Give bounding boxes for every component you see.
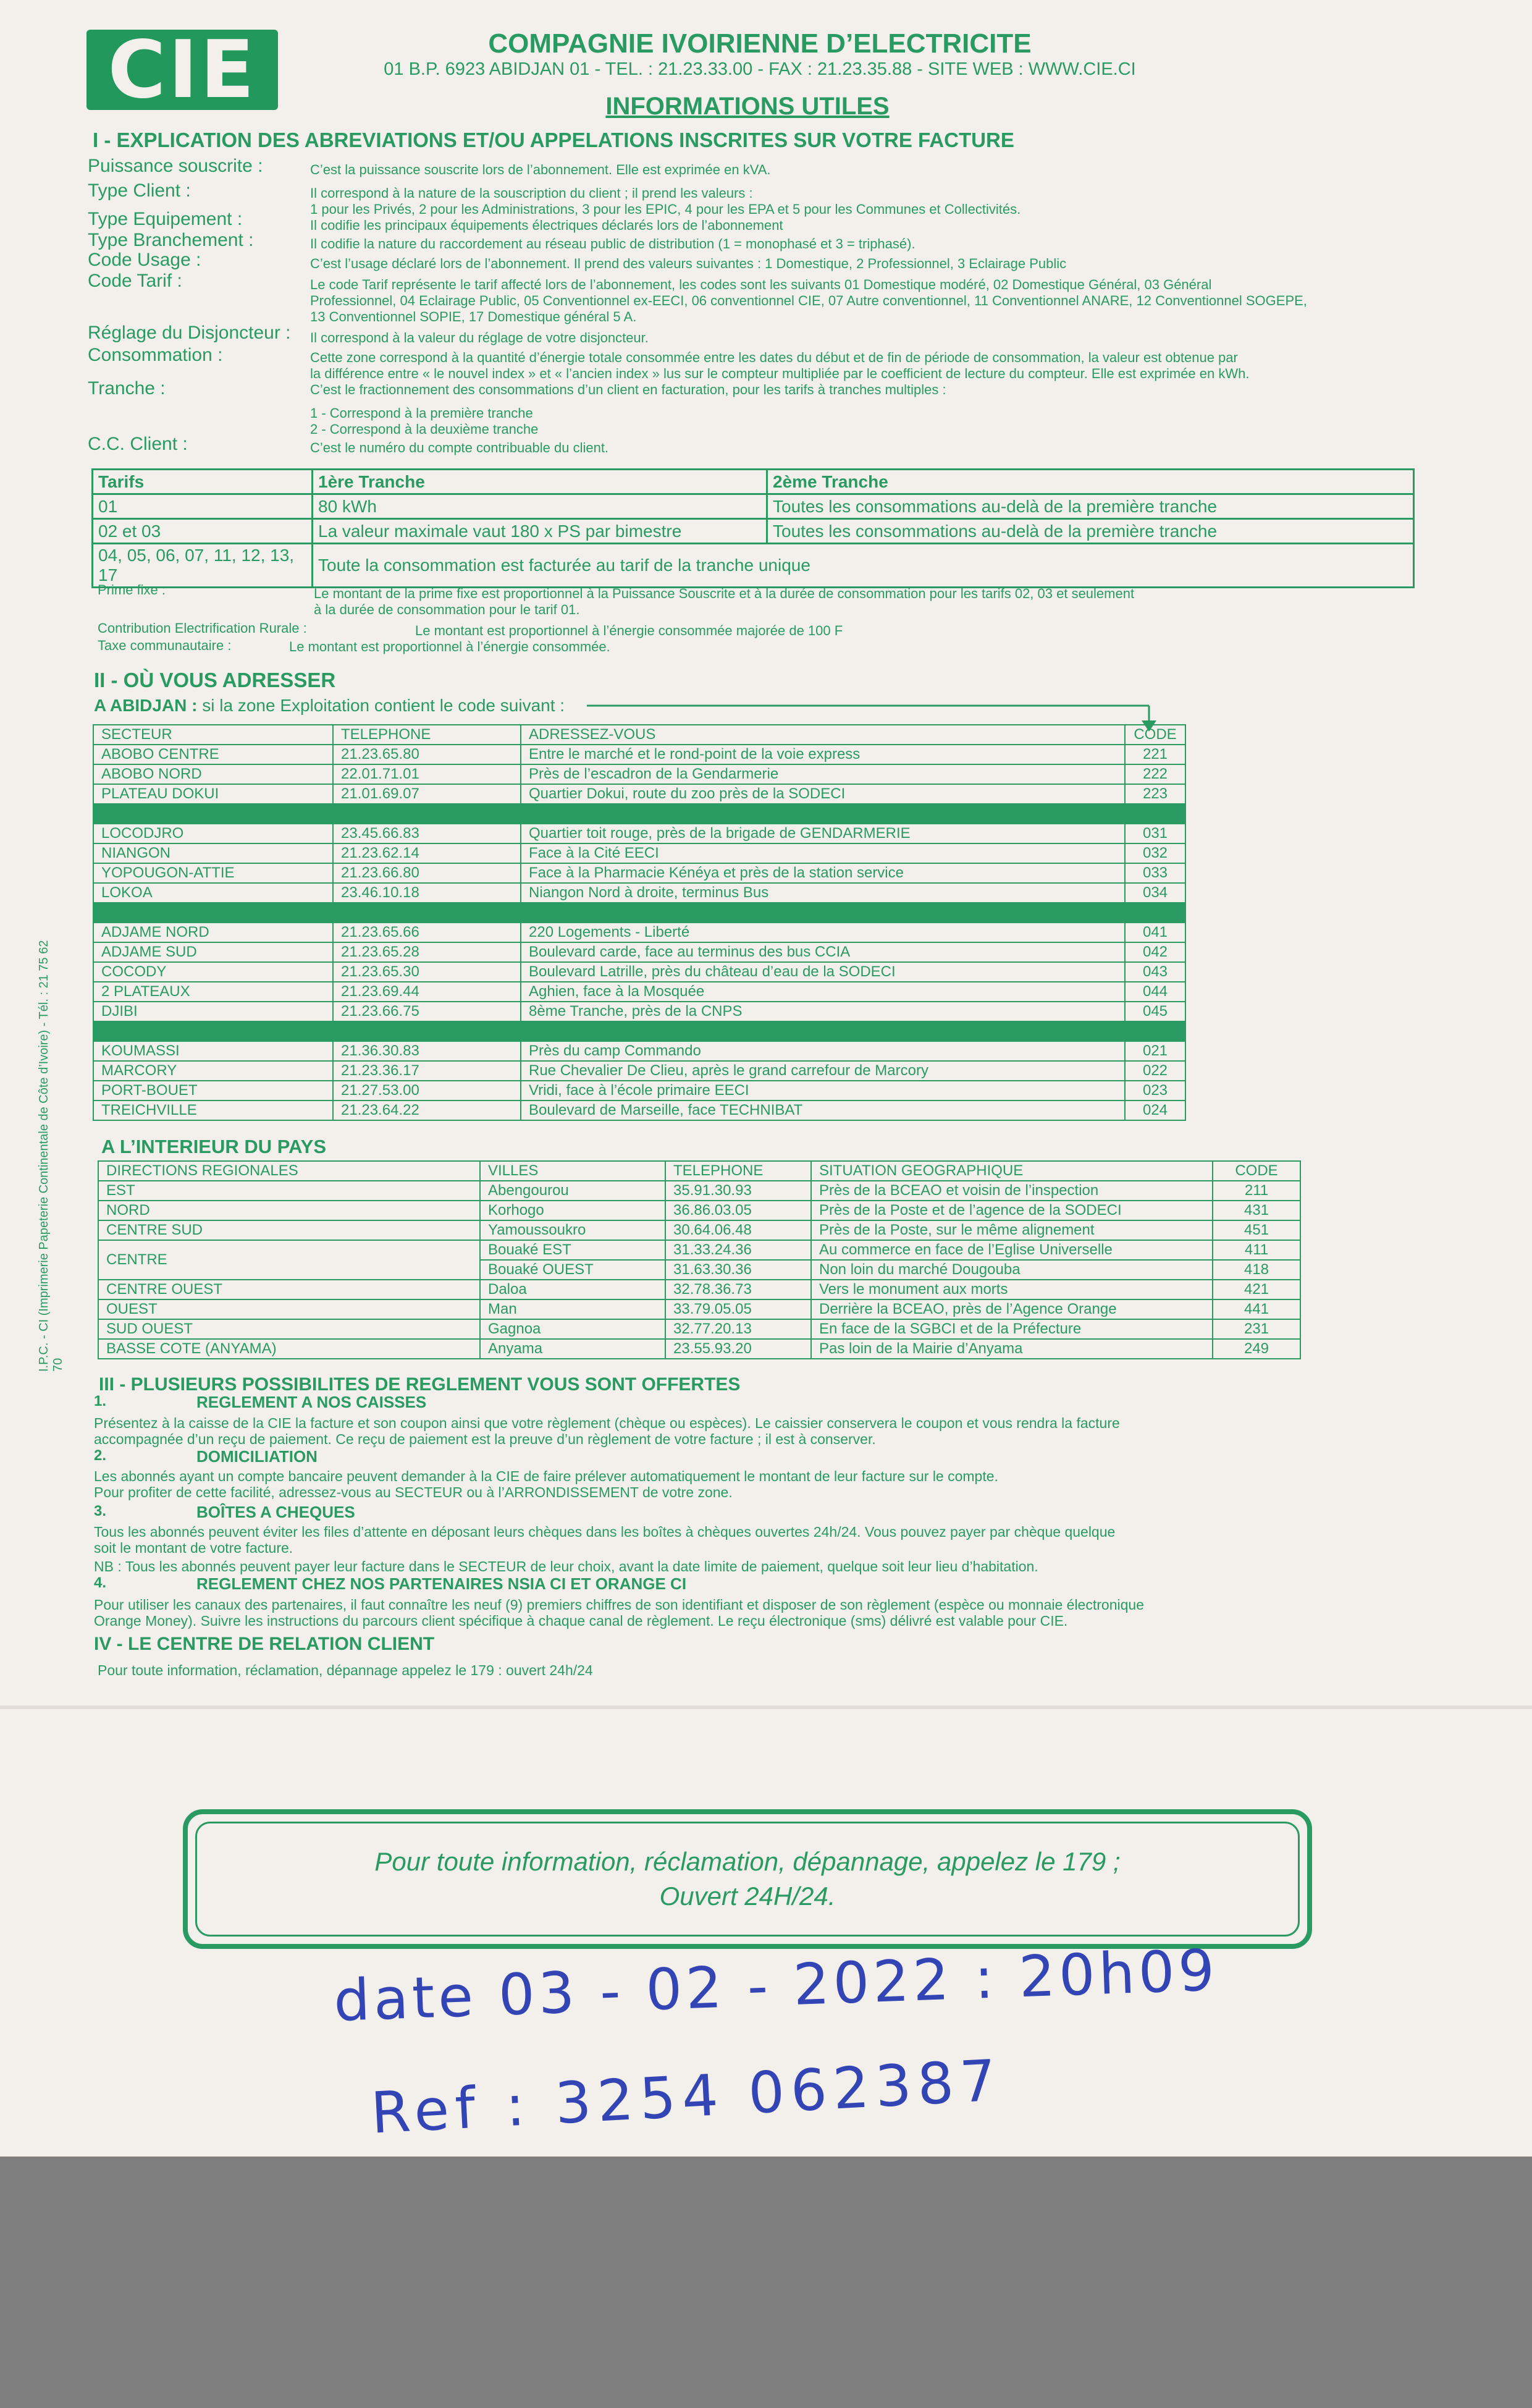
table-header-cell: TELEPHONE xyxy=(665,1161,811,1181)
payment-option-number: 2. xyxy=(94,1447,107,1464)
def-label: Type Branchement : xyxy=(88,230,254,250)
table-cell: 045 xyxy=(1125,1002,1185,1021)
table-row xyxy=(93,883,1185,903)
table-cell: 22.01.71.01 xyxy=(333,764,521,784)
payment-option-title: DOMICILIATION xyxy=(196,1447,318,1466)
table-cell: 042 xyxy=(1125,942,1185,962)
table-cell: SUD OUEST xyxy=(98,1319,480,1339)
table-cell: 23.45.66.83 xyxy=(333,824,521,843)
table-header-cell: CODE xyxy=(1125,725,1185,745)
table-cell: 32.77.20.13 xyxy=(665,1319,811,1339)
def-label: C.C. Client : xyxy=(88,434,188,454)
table-cell: 21.01.69.07 xyxy=(333,784,521,804)
table-cell: Rue Chevalier De Clieu, après le grand carrefour de Marcory xyxy=(521,1061,1125,1081)
def-text: C’est l’usage déclaré lors de l’abonnement. Il prend des valeurs suivantes : 1 Domestique, 2 Professionnel, 3 Eclairage Public xyxy=(310,256,1067,271)
def-text: Cette zone correspond à la quantité d’énergie totale consommée entre les dates du début et de fin de période de consommation, la valeur est obtenue par xyxy=(310,350,1238,365)
table-cell: 21.23.65.80 xyxy=(333,745,521,764)
table-cell: 21.23.69.44 xyxy=(333,982,521,1002)
table-row xyxy=(98,1280,1300,1299)
page-title: INFORMATIONS UTILES xyxy=(605,93,890,120)
table-cell: 024 xyxy=(1125,1100,1185,1120)
def-label: Tranche : xyxy=(88,378,166,399)
table-cell: 021 xyxy=(1125,1041,1185,1061)
group-separator xyxy=(93,804,1185,824)
table-row xyxy=(93,494,1414,519)
table-cell: Boulevard de Marseille, face TECHNIBAT xyxy=(521,1100,1125,1120)
table-header-cell: ADRESSEZ-VOUS xyxy=(521,725,1125,745)
table-cell: ADJAME NORD xyxy=(93,923,333,942)
table-cell: Boulevard Latrille, près du château d’eau de la SODECI xyxy=(521,962,1125,982)
table-cell: 022 xyxy=(1125,1061,1185,1081)
table-cell: 023 xyxy=(1125,1081,1185,1100)
def-label: Consommation : xyxy=(88,345,223,365)
table-row xyxy=(98,1240,1300,1260)
table-cell: ABOBO NORD xyxy=(93,764,333,784)
table-cell: 041 xyxy=(1125,923,1185,942)
table-cell: Anyama xyxy=(480,1339,665,1359)
group-separator xyxy=(93,903,1185,923)
table-cell: PLATEAU DOKUI xyxy=(93,784,333,804)
table-cell: Toutes les consommations au-delà de la première tranche xyxy=(767,519,1414,544)
section-3-title: III - PLUSIEURS POSSIBILITES DE REGLEMENT VOUS SONT OFFERTES xyxy=(99,1374,741,1395)
table-header-cell: 1ère Tranche xyxy=(313,470,767,494)
table-cell: Vers le monument aux morts xyxy=(811,1280,1213,1299)
table-cell: 418 xyxy=(1213,1260,1300,1280)
table-cell: KOUMASSI xyxy=(93,1041,333,1061)
table-header-row xyxy=(98,1161,1300,1181)
table-cell: 21.23.66.80 xyxy=(333,863,521,883)
table-cell: Près de la BCEAO et voisin de l’inspection xyxy=(811,1181,1213,1201)
printer-imprint: I.P.C. - CI (Imprimerie Papeterie Continentale de Côte d’Ivoire) - Tél. : 21 75 62 70 xyxy=(37,940,65,1372)
table-cell: 80 kWh xyxy=(313,494,767,519)
table-row xyxy=(93,1041,1185,1061)
payment-option-text: Tous les abonnés peuvent éviter les files d’attente en déposant leurs chèques dans les boîtes à chèques ouvertes 24h/24. Vous pouvez payer par chèque quelque xyxy=(94,1524,1116,1540)
table-cell: Boulevard carde, face au terminus des bus CCIA xyxy=(521,942,1125,962)
section-1-title: I - EXPLICATION DES ABREVIATIONS ET/OU APPELATIONS INSCRITES SUR VOTRE FACTURE xyxy=(93,129,1014,151)
table-cell: 044 xyxy=(1125,982,1185,1002)
table-row xyxy=(93,764,1185,784)
table-cell: 21.23.65.28 xyxy=(333,942,521,962)
cie-logo: CIE xyxy=(86,30,278,110)
table-row xyxy=(93,1061,1185,1081)
table-header-cell: SITUATION GEOGRAPHIQUE xyxy=(811,1161,1213,1181)
table-cell: 220 Logements - Liberté xyxy=(521,923,1125,942)
def-label: Code Tarif : xyxy=(88,271,182,291)
def-label: Type Client : xyxy=(88,180,191,201)
table-row xyxy=(98,1201,1300,1220)
table-cell: COCODY xyxy=(93,962,333,982)
table-cell: LOKOA xyxy=(93,883,333,903)
table-cell: Gagnoa xyxy=(480,1319,665,1339)
table-cell: Face à la Pharmacie Kénéya et près de la station service xyxy=(521,863,1125,883)
def-label: Code Usage : xyxy=(88,250,201,270)
customer-service-line: Pour toute information, réclamation, dépannage, appelez le 179 ; xyxy=(374,1847,1121,1876)
table-cell: Derrière la BCEAO, près de l’Agence Orange xyxy=(811,1299,1213,1319)
table-row xyxy=(98,1339,1300,1359)
payment-option-number: 4. xyxy=(94,1574,107,1591)
table-row xyxy=(93,1002,1185,1021)
table-cell: CENTRE SUD xyxy=(98,1220,480,1240)
table-cell: 21.23.65.30 xyxy=(333,962,521,982)
table-cell: Korhogo xyxy=(480,1201,665,1220)
table-row xyxy=(93,784,1185,804)
def-text: C’est la puissance souscrite lors de l’abonnement. Elle est exprimée en kVA. xyxy=(310,162,771,177)
def-label: Type Equipement : xyxy=(88,209,243,229)
table-cell: MARCORY xyxy=(93,1061,333,1081)
table-cell: Près de l’escadron de la Gendarmerie xyxy=(521,764,1125,784)
def-text: Il correspond à la valeur du réglage de votre disjoncteur. xyxy=(310,330,649,345)
table-cell: 36.86.03.05 xyxy=(665,1201,811,1220)
def-text: C’est le numéro du compte contribuable du client. xyxy=(310,440,609,455)
abidjan-label: A ABIDJAN : xyxy=(94,696,198,715)
handwritten-date: date 03 - 02 - 2022 : 20h09 xyxy=(332,1937,1219,2034)
table-row xyxy=(93,1100,1185,1120)
payment-option-number: 3. xyxy=(94,1503,107,1519)
abidjan-intro xyxy=(94,696,565,716)
table-row xyxy=(93,544,1414,588)
interieur-label: A L’INTERIEUR DU PAYS xyxy=(101,1136,327,1157)
payment-option-text: Pour profiter de cette facilité, adressez-vous au SECTEUR ou à l’ARRONDISSEMENT de votre zone. xyxy=(94,1484,733,1500)
table-header-cell: DIRECTIONS REGIONALES xyxy=(98,1161,480,1181)
table-cell: 33.79.05.05 xyxy=(665,1299,811,1319)
note-text: Le montant est proportionnel à l’énergie consommée majorée de 100 F xyxy=(415,623,843,638)
note-text: Le montant est proportionnel à l’énergie consommée. xyxy=(289,639,610,654)
table-row xyxy=(93,942,1185,962)
table-cell: 35.91.30.93 xyxy=(665,1181,811,1201)
table-cell: 21.23.62.14 xyxy=(333,843,521,863)
table-cell: 033 xyxy=(1125,863,1185,883)
table-cell: Pas loin de la Mairie d’Anyama xyxy=(811,1339,1213,1359)
table-cell: OUEST xyxy=(98,1299,480,1319)
table-header-cell: TELEPHONE xyxy=(333,725,521,745)
note-text: à la durée de consommation pour le tarif 01. xyxy=(314,602,580,617)
table-cell: 21.36.30.83 xyxy=(333,1041,521,1061)
table-cell: 30.64.06.48 xyxy=(665,1220,811,1240)
payment-option-text: Présentez à la caisse de la CIE la facture et son coupon ainsi que votre règlement (chèque ou espèces). Le caissier conservera le coupon et vous rendra la facture xyxy=(94,1415,1120,1431)
def-text: 13 Conventionnel SOPIE, 17 Domestique général 5 A. xyxy=(310,309,637,324)
table-cell: 034 xyxy=(1125,883,1185,903)
table-cell: Niangon Nord à droite, terminus Bus xyxy=(521,883,1125,903)
table-cell: Bouaké OUEST xyxy=(480,1260,665,1280)
table-cell: 21.23.65.66 xyxy=(333,923,521,942)
table-cell: 411 xyxy=(1213,1240,1300,1260)
note-text: Le montant de la prime fixe est proportionnel à la Puissance Souscrite et à la durée de consommation pour les tarifs 02, 03 et seulement xyxy=(314,586,1135,601)
table-cell: 043 xyxy=(1125,962,1185,982)
interior-regions-table xyxy=(98,1160,1301,1359)
table-cell: 441 xyxy=(1213,1299,1300,1319)
group-separator xyxy=(93,1021,1185,1041)
payment-option-text: soit le montant de votre facture. xyxy=(94,1540,293,1556)
payment-option-text: Pour utiliser les canaux des partenaires, il faut connaître les neuf (9) premiers chiffres de son identifiant et disposer de son règlement (espèce ou monnaie électronique xyxy=(94,1597,1144,1613)
table-header-row xyxy=(93,470,1414,494)
section-4-title: IV - LE CENTRE DE RELATION CLIENT xyxy=(94,1634,435,1654)
table-row xyxy=(93,962,1185,982)
table-header-cell: SECTEUR xyxy=(93,725,333,745)
table-cell: 21.23.66.75 xyxy=(333,1002,521,1021)
def-label: Réglage du Disjoncteur : xyxy=(88,323,291,343)
def-text: Il codifie la nature du raccordement au réseau public de distribution (1 = monophasé et 3 = triphasé). xyxy=(310,236,915,251)
table-cell: Quartier toit rouge, près de la brigade de GENDARMERIE xyxy=(521,824,1125,843)
tarifs-table xyxy=(91,468,1415,588)
def-text: 1 - Correspond à la première tranche xyxy=(310,405,533,421)
note-label: Prime fixe : xyxy=(98,582,166,598)
table-cell: CENTRE OUEST xyxy=(98,1280,480,1299)
note-label: Taxe communautaire : xyxy=(98,638,232,653)
table-row xyxy=(98,1220,1300,1240)
table-cell: La valeur maximale vaut 180 x PS par bimestre xyxy=(313,519,767,544)
customer-service-message xyxy=(195,1822,1300,1937)
table-cell: 02 et 03 xyxy=(93,519,313,544)
table-cell: 01 xyxy=(93,494,313,519)
def-label: Puissance souscrite : xyxy=(88,156,263,176)
table-cell: 23.46.10.18 xyxy=(333,883,521,903)
table-cell: 32.78.36.73 xyxy=(665,1280,811,1299)
table-cell: Quartier Dokui, route du zoo près de la SODECI xyxy=(521,784,1125,804)
payment-option-title: REGLEMENT A NOS CAISSES xyxy=(196,1393,427,1411)
table-cell: 23.55.93.20 xyxy=(665,1339,811,1359)
table-cell: 21.27.53.00 xyxy=(333,1081,521,1100)
table-cell: EST xyxy=(98,1181,480,1201)
table-header-cell: 2ème Tranche xyxy=(767,470,1414,494)
table-cell: Non loin du marché Dougouba xyxy=(811,1260,1213,1280)
section-2-title: II - OÙ VOUS ADRESSER xyxy=(94,669,336,691)
def-text: 2 - Correspond à la deuxième tranche xyxy=(310,421,539,437)
table-cell: ABOBO CENTRE xyxy=(93,745,333,764)
table-cell: DJIBI xyxy=(93,1002,333,1021)
payment-option-title: REGLEMENT CHEZ NOS PARTENAIRES NSIA CI ET ORANGE CI xyxy=(196,1574,687,1593)
table-cell: 31.63.30.36 xyxy=(665,1260,811,1280)
table-cell: 421 xyxy=(1213,1280,1300,1299)
table-cell: 249 xyxy=(1213,1339,1300,1359)
section-4-text: Pour toute information, réclamation, dépannage appelez le 179 : ouvert 24h/24 xyxy=(98,1662,593,1678)
payment-option-title: BOÎTES A CHEQUES xyxy=(196,1503,355,1521)
table-cell: Vridi, face à l’école primaire EECI xyxy=(521,1081,1125,1100)
payment-option-number: 1. xyxy=(94,1393,107,1409)
customer-service-line: Ouvert 24H/24. xyxy=(659,1882,836,1911)
table-row xyxy=(93,1081,1185,1100)
table-header-cell: CODE xyxy=(1213,1161,1300,1181)
def-text: Il codifie les principaux équipements électriques déclarés lors de l’abonnement xyxy=(310,218,783,233)
payment-option-text: Les abonnés ayant un compte bancaire peuvent demander à la CIE de faire prélever automatiquement le montant de leur facture sur le compte. xyxy=(94,1468,998,1484)
table-row xyxy=(93,824,1185,843)
table-row xyxy=(98,1181,1300,1201)
table-header-cell: VILLES xyxy=(480,1161,665,1181)
payment-option-text: Orange Money). Suivre les instructions du parcours client spécifique à chaque canal de règlement. Le reçu électronique (sms) délivré est valable pour CIE. xyxy=(94,1613,1068,1629)
table-cell: Daloa xyxy=(480,1280,665,1299)
table-cell: YOPOUGON-ATTIE xyxy=(93,863,333,883)
def-text: Professionnel, 04 Eclairage Public, 05 Conventionnel ex-EECI, 06 conventionnel CIE, 07 Autre conventionnel, 11 Conventionnel ANARE, 12 Conventionnel SOGEPE, xyxy=(310,293,1307,308)
table-row xyxy=(93,982,1185,1002)
table-cell: 221 xyxy=(1125,745,1185,764)
def-text: C’est le fractionnement des consommations d’un client en facturation, pour les tarifs à tranches multiples : xyxy=(310,382,946,397)
def-text: 1 pour les Privés, 2 pour les Administrations, 3 pour les EPIC, 4 pour les EPA et 5 pour les Communes et Collectivités. xyxy=(310,201,1021,217)
company-name: COMPAGNIE IVOIRIENNE D’ELECTRICITE xyxy=(488,28,1032,59)
table-row xyxy=(93,923,1185,942)
table-cell: En face de la SGBCI et de la Préfecture xyxy=(811,1319,1213,1339)
handwritten-reference: Ref : 3254 062387 xyxy=(369,2047,1004,2147)
table-cell: PORT-BOUET xyxy=(93,1081,333,1100)
table-cell: Man xyxy=(480,1299,665,1319)
table-cell: Toute la consommation est facturée au tarif de la tranche unique xyxy=(313,544,1414,588)
table-cell: Au commerce en face de l’Eglise Universelle xyxy=(811,1240,1213,1260)
table-cell: Toutes les consommations au-delà de la première tranche xyxy=(767,494,1414,519)
table-cell: CENTRE xyxy=(98,1240,480,1280)
table-cell: Près de la Poste et de l’agence de la SODECI xyxy=(811,1201,1213,1220)
company-address: 01 B.P. 6923 ABIDJAN 01 - TEL. : 21.23.33.00 - FAX : 21.23.35.88 - SITE WEB : WWW.CIE.CI xyxy=(384,59,1136,79)
table-cell: NIANGON xyxy=(93,843,333,863)
table-cell: 04, 05, 06, 07, 11, 12, 13, 17 xyxy=(93,544,313,588)
table-cell: Près de la Poste, sur le même alignement xyxy=(811,1220,1213,1240)
def-text: Il correspond à la nature de la souscription du client ; il prend les valeurs : xyxy=(310,185,753,201)
table-row xyxy=(98,1319,1300,1339)
table-cell: Entre le marché et le rond-point de la voie express xyxy=(521,745,1125,764)
table-cell: Près du camp Commando xyxy=(521,1041,1125,1061)
table-cell: 431 xyxy=(1213,1201,1300,1220)
table-cell: 032 xyxy=(1125,843,1185,863)
def-text: Le code Tarif représente le tarif affecté lors de l’abonnement, les codes sont les suivants 01 Domestique modéré, 02 Domestique Général, 03 Général xyxy=(310,277,1212,292)
table-cell: 21.23.36.17 xyxy=(333,1061,521,1081)
abidjan-text: si la zone Exploitation contient le code suivant : xyxy=(202,696,565,715)
table-row xyxy=(93,519,1414,544)
payment-option-text: NB : Tous les abonnés peuvent payer leur facture dans le SECTEUR de leur choix, avant la date limite de paiement, quelque soit leur lieu d’habitation. xyxy=(94,1558,1038,1574)
table-cell: Face à la Cité EECI xyxy=(521,843,1125,863)
table-cell: 211 xyxy=(1213,1181,1300,1201)
def-text: la différence entre « le nouvel index » et « l’ancien index » lus sur le compteur multipliée par le coefficient de lecture du compteur. Elle est exprimée en kWh. xyxy=(310,366,1250,381)
table-cell: Bouaké EST xyxy=(480,1240,665,1260)
note-label: Contribution Electrification Rurale : xyxy=(98,620,307,636)
abidjan-sectors-table xyxy=(93,724,1186,1121)
table-row xyxy=(98,1299,1300,1319)
table-cell: TREICHVILLE xyxy=(93,1100,333,1120)
table-cell: 223 xyxy=(1125,784,1185,804)
table-header-cell: Tarifs xyxy=(93,470,313,494)
table-cell: NORD xyxy=(98,1201,480,1220)
table-cell: LOCODJRO xyxy=(93,824,333,843)
table-row xyxy=(93,863,1185,883)
table-cell: 31.33.24.36 xyxy=(665,1240,811,1260)
table-row xyxy=(93,843,1185,863)
table-cell: 8ème Tranche, près de la CNPS xyxy=(521,1002,1125,1021)
table-cell: BASSE COTE (ANYAMA) xyxy=(98,1339,480,1359)
table-row xyxy=(93,745,1185,764)
table-cell: Abengourou xyxy=(480,1181,665,1201)
table-cell: ADJAME SUD xyxy=(93,942,333,962)
table-cell: Yamoussoukro xyxy=(480,1220,665,1240)
table-cell: 222 xyxy=(1125,764,1185,784)
table-cell: 231 xyxy=(1213,1319,1300,1339)
table-cell: 031 xyxy=(1125,824,1185,843)
table-header-row xyxy=(93,725,1185,745)
payment-option-text: accompagnée d’un reçu de paiement. Ce reçu de paiement est la preuve d’un règlement de votre facture ; il est à conserver. xyxy=(94,1431,876,1447)
table-cell: 2 PLATEAUX xyxy=(93,982,333,1002)
table-cell: 21.23.64.22 xyxy=(333,1100,521,1120)
table-cell: Aghien, face à la Mosquée xyxy=(521,982,1125,1002)
table-cell: 451 xyxy=(1213,1220,1300,1240)
